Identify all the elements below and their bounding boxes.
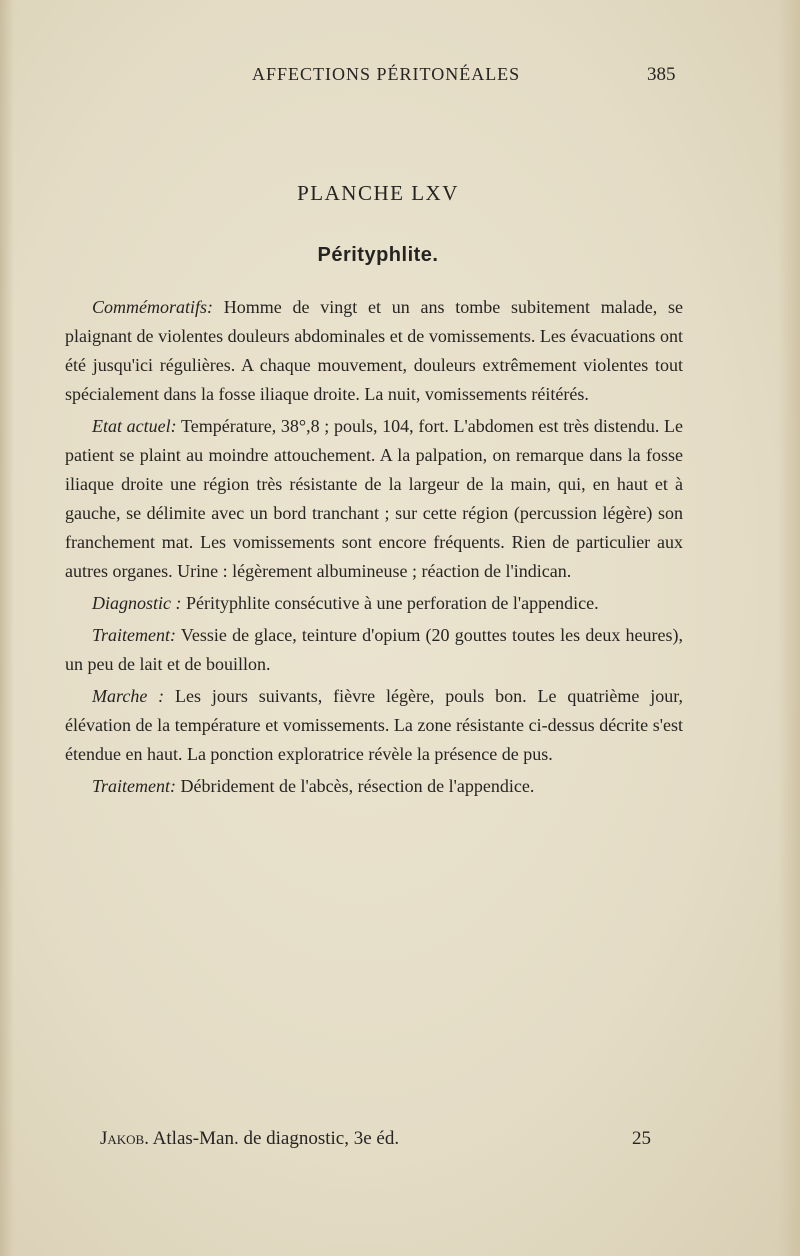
section-label: Etat actuel: [92,416,177,436]
paragraph-commemoratifs [65,293,683,409]
plate-heading: PLANCHE LXV [297,181,459,205]
section-text: Pérityphlite consécutive à une perforation de l'appendice. [181,593,599,613]
footer-author: Jakob. [100,1128,149,1149]
section-text: Température, 38°,8 ; pouls, 104, fort. L'abdomen est très distendu. Le patient se plaint au moindre attouchement. A la palpation, on remarque dans la fosse iliaque droite une région très résistante de la largeur de la main, qui, en haut et à gauche, se délimite avec un bord tranchant ; sur cette région (percussion légère) son franchement mat. Les vomissements sont encore fréquents. Rien de particulier aux autres organes. Urine : légèrement albumineuse ; réaction de l'indican. [65,416,683,581]
sheet-number: 25 [632,1128,651,1149]
paragraph-traitement-2 [65,772,683,801]
footer-title: Atlas-Man. de diagnostic, 3e éd. [148,1128,400,1149]
section-label: Traitement: [92,625,176,645]
running-head: AFFECTIONS PÉRITONÉALES [252,64,521,84]
section-label: Diagnostic : [92,593,182,613]
section-text: Vessie de glace, teinture d'opium (20 gouttes toutes les deux heures), un peu de lait et de bouillon. [65,625,683,674]
paragraph-marche [65,682,683,769]
section-text: Les jours suivants, fièvre légère, pouls bon. Le quatrième jour, élévation de la température et vomissements. La zone résistante ci-dessus décrite s'est étendue en haut. La ponction exploratrice révèle la présence de pus. [65,686,683,764]
section-text: Débridement de l'abcès, résection de l'appendice. [176,776,535,796]
section-label: Marche : [92,686,165,706]
section-label: Traitement: [92,776,176,796]
section-label: Commémoratifs: [92,297,213,317]
paragraph-etat-actuel [65,412,683,586]
page-title: Pérityphlite. [317,244,439,266]
page-number: 385 [647,64,676,85]
page-edge-right [778,0,800,1256]
paragraph-diagnostic [65,589,683,618]
paragraph-traitement-1 [65,621,683,679]
footer-citation [100,1128,399,1150]
body-text [65,293,683,804]
section-text: Homme de vingt et un ans tombe subitement malade, se plaignant de violentes douleurs abdominales et de vomissements. Les évacuations ont été jusqu'ici régulières. A chaque mouvement, douleurs extrêmement violentes tout spécialement dans la fosse iliaque droite. La nuit, vomissements réitérés. [65,297,683,404]
